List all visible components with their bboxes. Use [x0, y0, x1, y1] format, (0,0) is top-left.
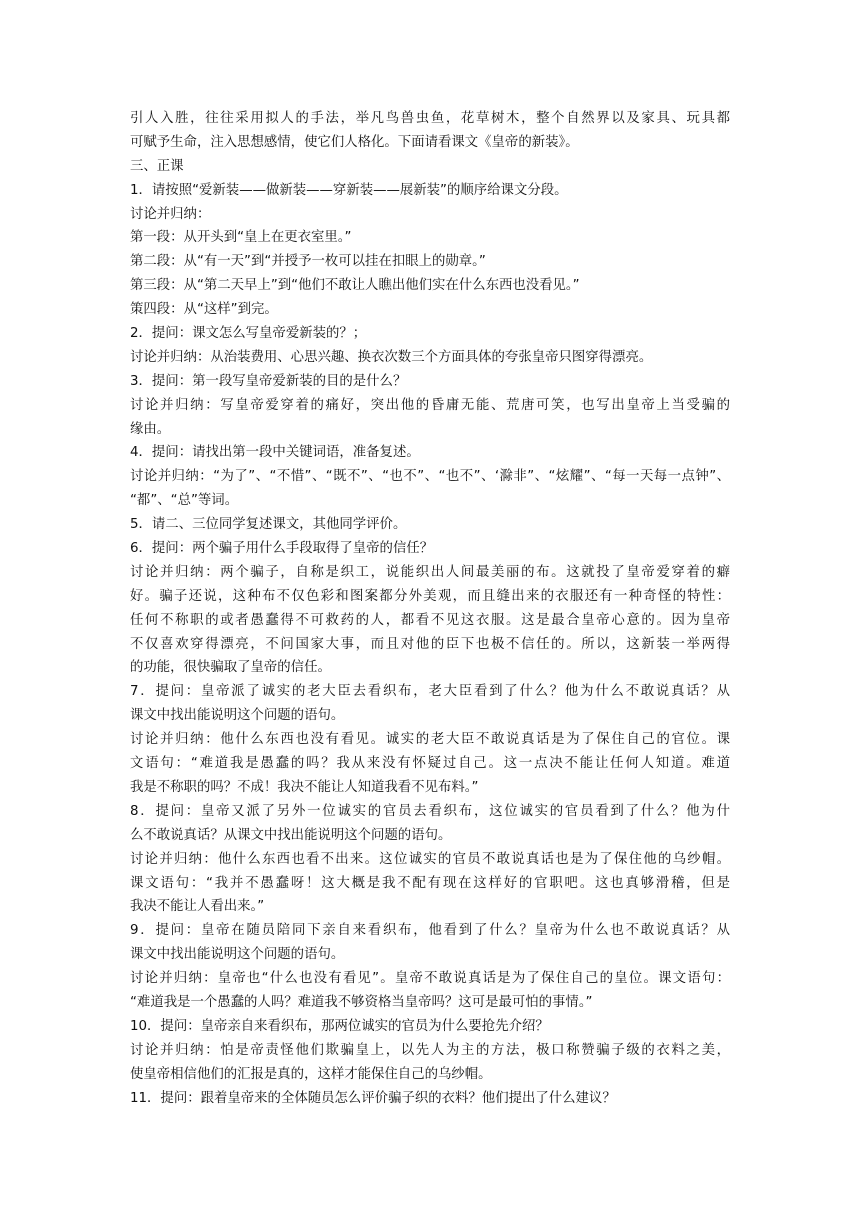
text-line: 课文中找出能说明这个问题的语句。 — [130, 708, 345, 724]
text-line: 讨论并归纳： — [130, 206, 211, 222]
text-line: 任何不称职的或者愚蠢得不可救药的人，都看不见这衣服。这是最合皇帝心意的。因为皇帝 — [130, 612, 730, 628]
text-line: 三、正课 — [130, 158, 184, 174]
text-line: 我是不称职的吗？不成！我决不能让人知道我看不见布料。” — [130, 779, 479, 795]
text-line: 4．提问：请找出第一段中关键词语，准备复述。 — [130, 445, 420, 461]
text-line: 不仅喜欢穿得漂亮，不问国家大事，而且对他的臣下也极不信任的。所以，这新装一举两得 — [130, 636, 730, 652]
text-line: 1．请按照“爱新装——做新装——穿新装——展新装”的顺序给课文分段。 — [130, 182, 568, 198]
text-line: 缘由。 — [130, 421, 171, 437]
text-line: 10．提问：皇帝亲自来看织布，那两位诚实的官员为什么要抢先介绍？ — [130, 1018, 549, 1034]
text-line: 课文语句：“我并不愚蠢呀！这大概是我不配有现在这样好的官职吧。这也真够滑稽，但是 — [130, 875, 730, 891]
text-line: 3．提问：第一段写皇帝爱新装的目的是什么？ — [130, 373, 407, 389]
text-line: 8．提问：皇帝又派了另外一位诚实的官员去看织布，这位诚实的官员看到了什么？他为什 — [130, 803, 730, 819]
text-line: 讨论并归纳：两个骗子，自称是织工，说能织出人间最美丽的布。这就投了皇帝爱穿着的癖 — [130, 564, 730, 580]
text-line: 第一段：从开头到“皇上在更衣室里。” — [130, 230, 352, 246]
text-line: “难道我是一个愚蠢的人吗？难道我不够资格当皇帝吗？这可是最可怕的事情。” — [130, 994, 593, 1010]
text-line: 第三段：从“第二天早上”到“他们不敢让人瞧出他们实在什么东西也没看见。” — [130, 278, 580, 294]
text-line: 的功能，很快骗取了皇帝的信任。 — [130, 660, 331, 676]
text-line: 策四段：从“这样”到完。 — [130, 302, 278, 318]
text-line: 可赋予生命，注入思想感情，使它们人格化。下面请看课文《皇帝的新装》。 — [130, 134, 579, 150]
document-page — [130, 107, 730, 1110]
text-line: 么不敢说真话？从课文中找出能说明这个问题的语句。 — [130, 827, 452, 843]
text-line: 讨论并归纳：他什么东西也看不出来。这位诚实的官员不敢说真话也是为了保住他的乌纱帽。 — [130, 851, 730, 867]
text-line: 引人入胜，往往采用拟人的手法，举凡鸟兽虫鱼，花草树木，整个自然界以及家具、玩具都 — [130, 111, 730, 126]
text-line: “都”、“总”等词。 — [130, 493, 239, 509]
text-line: 11．提问：跟着皇帝来的全体随员怎么评价骗子织的衣料？他们提出了什么建议？ — [130, 1090, 616, 1106]
text-line: 好。骗子还说，这种布不仅色彩和图案都分外美观，而且缝出来的衣服还有一种奇怪的特性： — [130, 588, 730, 604]
text-line: 2．提问：课文怎么写皇帝爱新装的？； — [130, 326, 367, 342]
text-line: 文语句：“难道我是愚蠢的吗？我从来没有怀疑过自己。这一点决不能让任何人知道。难道 — [130, 756, 730, 772]
text-line: 7．提问：皇帝派了诚实的老大臣去看织布，老大臣看到了什么？他为什么不敢说真话？从 — [130, 684, 730, 700]
text-line: 第二段：从“有一天”到“并授予一枚可以挂在扣眼上的勋章。” — [130, 254, 486, 270]
text-line: 讨论并归纳：他什么东西也没有看见。诚实的老大臣不敢说真话是为了保住自己的官位。课 — [130, 732, 730, 748]
text-line: 课文中找出能说明这个问题的语句。 — [130, 947, 345, 963]
text-line: 5．请二、三位同学复述课文，其他同学评价。 — [130, 517, 407, 533]
text-line: 讨论并归纳：“为了”、“不惜”、“既不”、“也不”、“也不”、‘滁非”、“炫耀”、“每一天每一点钟”、 — [130, 469, 730, 485]
text-line: 讨论并归纳：从治装费用、心思兴趣、换衣次数三个方面具体的夸张皇帝只图穿得漂亮。 — [130, 349, 653, 365]
text-line: 讨论并归纳：怕是帝责怪他们欺骗皇上，以先人为主的方法，极口称赞骗子级的衣料之美， — [130, 1042, 730, 1058]
text-line: 使皇帝相信他们的汇报是真的，这样才能保住自己的乌纱帽。 — [130, 1066, 492, 1082]
text-line: 6．提问：两个骗子用什么手段取得了皇帝的信任？ — [130, 541, 434, 557]
text-line: 我决不能让人看出来。” — [130, 899, 265, 915]
text-line: 讨论并归纳：皇帝也“什么也没有看见”。皇帝不敢说真话是为了保住自己的皇位。课文语句： — [130, 971, 730, 987]
text-line: 讨论并归纳：写皇帝爱穿着的痛好，突出他的昏庸无能、荒唐可笑，也写出皇帝上当受骗的 — [130, 397, 730, 413]
text-line: 9．提问：皇帝在随员陪同下亲自来看织布，他看到了什么？皇帝为什么也不敢说真话？从 — [130, 923, 730, 939]
